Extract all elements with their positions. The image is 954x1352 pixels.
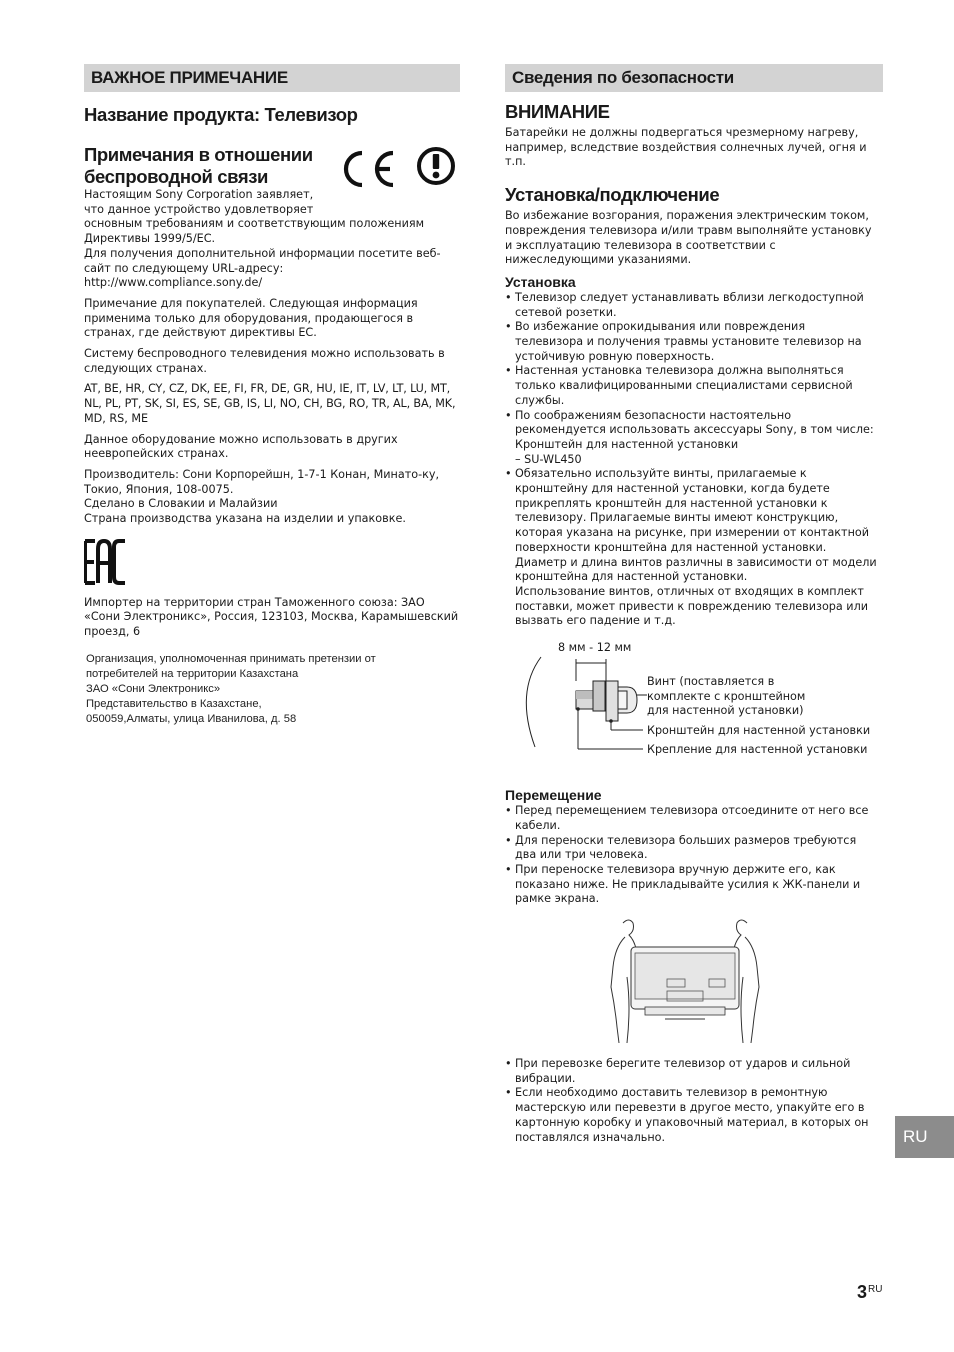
- install-heading: Установка/подключение: [505, 184, 720, 206]
- list-item: • По соображениям безопасности настоятельно рекомендуется использовать аксессуары Sony, в том числе: Кронштейн для настенной установки – SU-WL450: [505, 409, 883, 468]
- kazakhstan-info: Организация, уполномоченная принимать претензии от потребителей на территории Казахстана ЗАО «Сони Электроникс» Представительство в Казахстане, 050059,Алматы, улица Иванилова, д. 58: [86, 652, 376, 725]
- list-item: • При перевозке берегите телевизор от ударов и сильной вибрации.: [505, 1057, 883, 1086]
- ce-mark-icon: [340, 148, 400, 190]
- product-name-heading: Название продукта: Телевизор: [84, 104, 358, 125]
- mount-label: Крепление для настенной установки: [647, 743, 868, 757]
- wireless-block: [84, 144, 460, 188]
- declaration-text: Настоящим Sony Corporation заявляет, что данное устройство удовлетворяет основным требованиям и соответствующим положениям Директивы 1999/5/ЕС. Для получения дополнительной информации посетите веб- сайт по следующему URL-адресу: http://www.compliance.sony.de/: [84, 188, 460, 291]
- dimension-label: 8 мм - 12 мм: [558, 641, 632, 655]
- installation-list: [505, 291, 883, 629]
- eac-mark-icon: [84, 539, 126, 585]
- list-item: • При переноске телевизора вручную держите его, как показано ниже. Не прикладывайте усилия к ЖК-панели и рамке экрана.: [505, 863, 883, 907]
- moving-subheading: Перемещение: [505, 787, 602, 804]
- compliance-link[interactable]: http://www.compliance.sony.de/: [84, 276, 263, 290]
- usage-note: Систему беспроводного телевидения можно использовать в следующих странах.: [84, 347, 445, 375]
- screw-diagram: [505, 637, 883, 775]
- alert-mark-icon: [416, 146, 456, 186]
- bracket-label: Кронштейн для настенной установки: [647, 724, 871, 738]
- language-tab: RU: [895, 1116, 954, 1158]
- list-item: • Телевизор следует устанавливать вблизи легкодоступной сетевой розетки.: [505, 291, 883, 320]
- importer-info: Импортер на территории стран Таможенного союза: ЗАО «Сони Электроникс», Россия, 123103, Москва, Карамышевский проезд, 6: [84, 595, 459, 639]
- list-item: • Настенная установка телевизора должна выполняться только квалифицированными специалистами сервисной службы.: [505, 364, 883, 408]
- non-eu-note: Данное оборудование можно использовать в других неевропейских странах.: [84, 432, 398, 461]
- manufacturer-info: Производитель: Сони Корпорейшн, 1-7-1 Конан, Минато-ку, Токио, Япония, 108-0075. Сделано в Словакии и Малайзии Страна производства указана на изделии и упаковке.: [84, 467, 440, 526]
- country-list: AT, BE, HR, CY, CZ, DK, EE, FI, FR, DE, GR, HU, IE, IT, LV, LT, LU, MT, NL, PL, PT, SK, SI, ES, SE, GB, IS, LI, NO, CH, BG, RO, TR, AL, BA, MK, MD, RS, ME: [84, 382, 456, 425]
- right-column: [505, 64, 883, 1145]
- list-item: • Для переноски телевизора больших размеров требуются два или три человека.: [505, 834, 883, 863]
- buyer-note: Примечание для покупателей. Следующая информация применима только для оборудования, продающегося в странах, где действуют директивы ЕС.: [84, 296, 418, 340]
- caution-text: Батарейки не должны подвергаться чрезмерному нагреву, например, вследствие воздействия солнечных лучей, огня и т.п.: [505, 126, 867, 169]
- install-intro: Во избежание возгорания, поражения электрическим током, повреждения телевизора и/или травм выполняйте установку и эксплуатацию телевизора в соответствии с нижеследующими указаниями.: [505, 209, 872, 267]
- carrying-tv-illustration: [605, 917, 765, 1045]
- left-column: [84, 64, 460, 727]
- wireless-heading: Примечания в отношении беспроводной связи: [84, 144, 313, 187]
- transport-list: [505, 1057, 883, 1145]
- section-header-important: ВАЖНОЕ ПРИМЕЧАНИЕ: [84, 64, 460, 92]
- list-item: • Во избежание опрокидывания или повреждения телевизора и получения травмы установите телевизор на устойчивую ровную поверхность.: [505, 320, 883, 364]
- caution-heading: ВНИМАНИЕ: [505, 101, 610, 122]
- moving-list: [505, 804, 883, 907]
- section-header-safety: Сведения по безопасности: [505, 64, 883, 92]
- list-item: • Если необходимо доставить телевизор в ремонтную мастерскую или перевезти в другое место, упакуйте его в картонную коробку и упаковочный материал, в которых он поставлялся изначально.: [505, 1086, 883, 1145]
- installation-subheading: Установка: [505, 273, 576, 290]
- list-item: • Обязательно используйте винты, прилагаемые к кронштейну для настенной установки, когда будете прикреплять кронштейн для настенной установки к телевизору. Прилагаемые винты имеют конструкцию, которая указана на рисунке, при измерении от контактной поверхности кронштейна для настенной установки. Диаметр и длина винтов различны в зависимости от модели кронштейна для настенной установки. Использование винтов, отличных от входящих в комплект поставки, может привести к повреждению телевизора или вызвать его падение и т.д.: [505, 467, 883, 629]
- list-item: • Перед перемещением телевизора отсоедините от него все кабели.: [505, 804, 883, 833]
- screw-label: Винт (поставляется в комплекте с кронштейном для настенной установки): [647, 675, 806, 718]
- page-number: $3^{RU}$: [857, 1282, 883, 1302]
